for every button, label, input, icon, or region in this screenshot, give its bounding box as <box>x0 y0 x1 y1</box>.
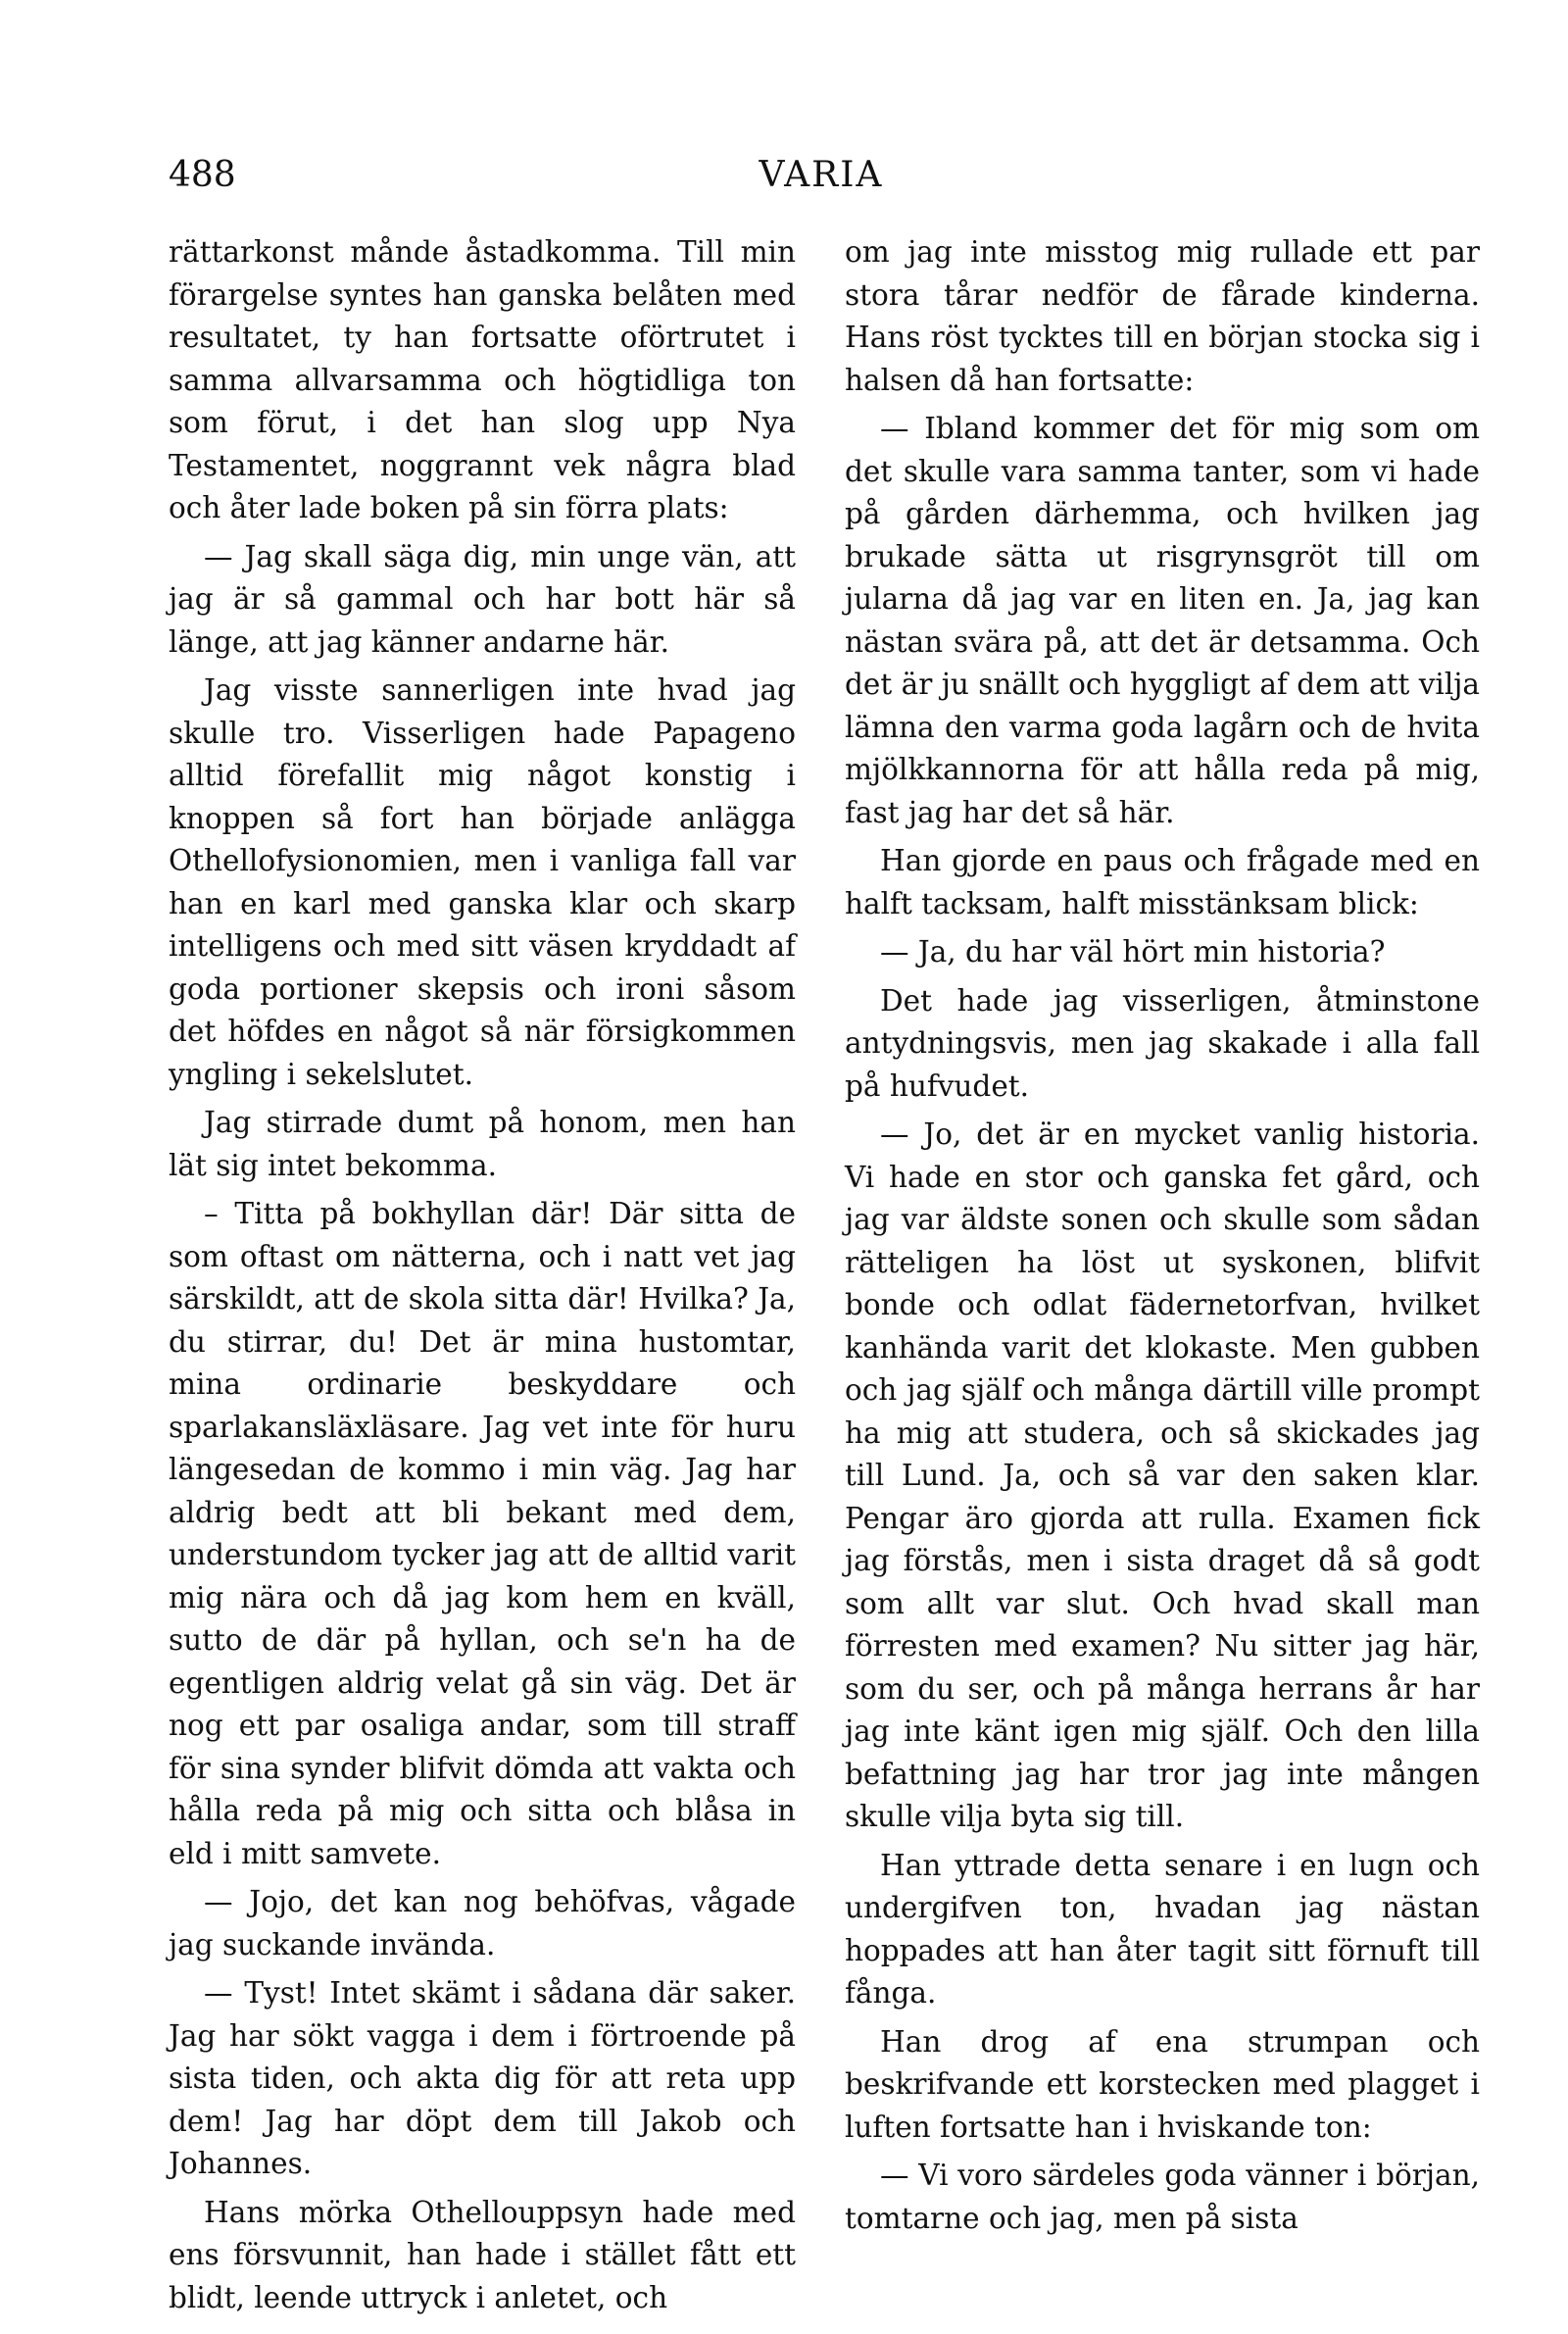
paragraph: — Ibland kommer det för mig som om det skulle vara samma tanter, som vi hade på gården därhemma, och hvilken jag brukade sätta ut risgrynsgröt till om jularna då jag var en liten en. Ja, jag kan nästan svära på, att det är detsamma. Och det är ju snällt och hyggligt af dem att vilja lämna den varma goda lagårn och de hvita mjölkkannorna för att hålla reda på mig, fast jag har det så här. <box>845 412 1480 829</box>
left-column <box>169 231 796 2319</box>
paragraph: Han yttrade detta senare i en lugn och undergifven ton, hvadan jag nästan hoppades att han åter tagit sitt förnuft till fånga. <box>845 1848 1480 2010</box>
paragraph: — Jo, det är en mycket vanlig historia. Vi hade en stor och ganska fet gård, och jag var äldste sonen och skulle som sådan rätteligen ha löst ut syskonen, blifvit bonde och odlat fädernetorfvan, hvilket kanhända varit det klokaste. Men gubben och jag själf och många därtill ville prompt ha mig att studera, och så skickades jag till Lund. Ja, och så var den saken klar. Pengar äro gjorda att rulla. Examen fick jag förstås, men i sista draget då så godt som allt var slut. Och hvad skall man förresten med examen? Nu sitter jag här, som du ser, och på många herrans år har jag inte känt igen mig själf. Och den lilla befattning jag har tror jag inte mången skulle vilja byta sig till. <box>845 1117 1480 1833</box>
page-number: 488 <box>169 155 236 195</box>
right-column <box>845 231 1480 2240</box>
paragraph: Det hade jag visserligen, åtminstone antydningsvis, men jag skakade i alla fall på hufvudet. <box>845 983 1480 1103</box>
paragraph: – Titta på bokhyllan där! Där sitta de som oftast om nätterna, och i natt vet jag särskildt, att de skola sitta där! Hvilka? Ja, du stirrar, du! Det är mina hustomtar, mina ordinarie beskyddare och sparlakansläxläsare. Jag vet inte för huru längesedan de kommo i min väg. Jag har aldrig bedt att bli bekant med dem, understundom tycker jag att de alltid varit mig nära och då jag kom hem en kväll, sutto de där på hyllan, och se'n ha de egentligen aldrig velat gå sin väg. Det är nog ett par osaliga andar, som till straff för sina synder blifvit dömda att vakta och hålla reda på mig och sitta och blåsa in eld i mitt samvete. <box>169 1197 796 1870</box>
paragraph: Jag stirrade dumt på honom, men han lät sig intet bekomma. <box>169 1106 796 1182</box>
paragraph: Jag visste sannerligen inte hvad jag skulle tro. Visserligen hade Papageno alltid förefallit mig något konstig i knoppen så fort han började anlägga Othellofysionomien, men i vanliga fall var han en karl med ganska klar och skarp intelligens och med sitt väsen kryddadt af goda portioner skepsis och ironi såsom det höfdes en något så när försigkommen yngling i sekelslutet. <box>169 673 796 1091</box>
paragraph: rättarkonst månde åstadkomma. Till min förargelse syntes han ganska belåten med resultatet, ty han fortsatte oförtrutet i samma allvarsamma och högtidliga ton som förut, i det han slog upp Nya Testamentet, noggrannt vek några blad och åter lade boken på sin förra plats: <box>169 235 796 524</box>
paragraph: Han drog af ena strumpan och beskrifvande ett korstecken med plagget i luften fortsatte han i hviskande ton: <box>845 2024 1480 2144</box>
paragraph: — Vi voro särdeles goda vänner i början, tomtarne och jag, men på sista <box>845 2159 1480 2235</box>
paragraph: — Jag skall säga dig, min unge vän, att jag är så gammal och har bott här så länge, att jag känner andarne här. <box>169 539 796 659</box>
paragraph: — Ja, du har väl hört min historia? <box>880 935 1386 968</box>
running-head: VARIA <box>759 155 884 195</box>
paragraph: Han gjorde en paus och frågade med en halft tacksam, halft misstänksam blick: <box>845 844 1480 920</box>
paragraph: om jag inte misstog mig rullade ett par stora tårar nedför de fårade kinderna. Hans röst tycktes till en början stocka sig i halsen då han fortsatte: <box>845 235 1480 397</box>
paragraph: Hans mörka Othellouppsyn hade med ens försvunnit, han hade i stället fått ett blidt, leende uttryck i anletet, och <box>169 2195 796 2314</box>
page-header <box>169 155 1474 204</box>
paragraph: — Tyst! Intet skämt i sådana där saker. Jag har sökt vagga i dem i förtroende på sista tiden, och akta dig för att reta upp dem! Jag har döpt dem till Jakob och Johannes. <box>169 1976 796 2180</box>
paragraph: — Jojo, det kan nog behöfvas, vågade jag suckande invända. <box>169 1885 796 1962</box>
